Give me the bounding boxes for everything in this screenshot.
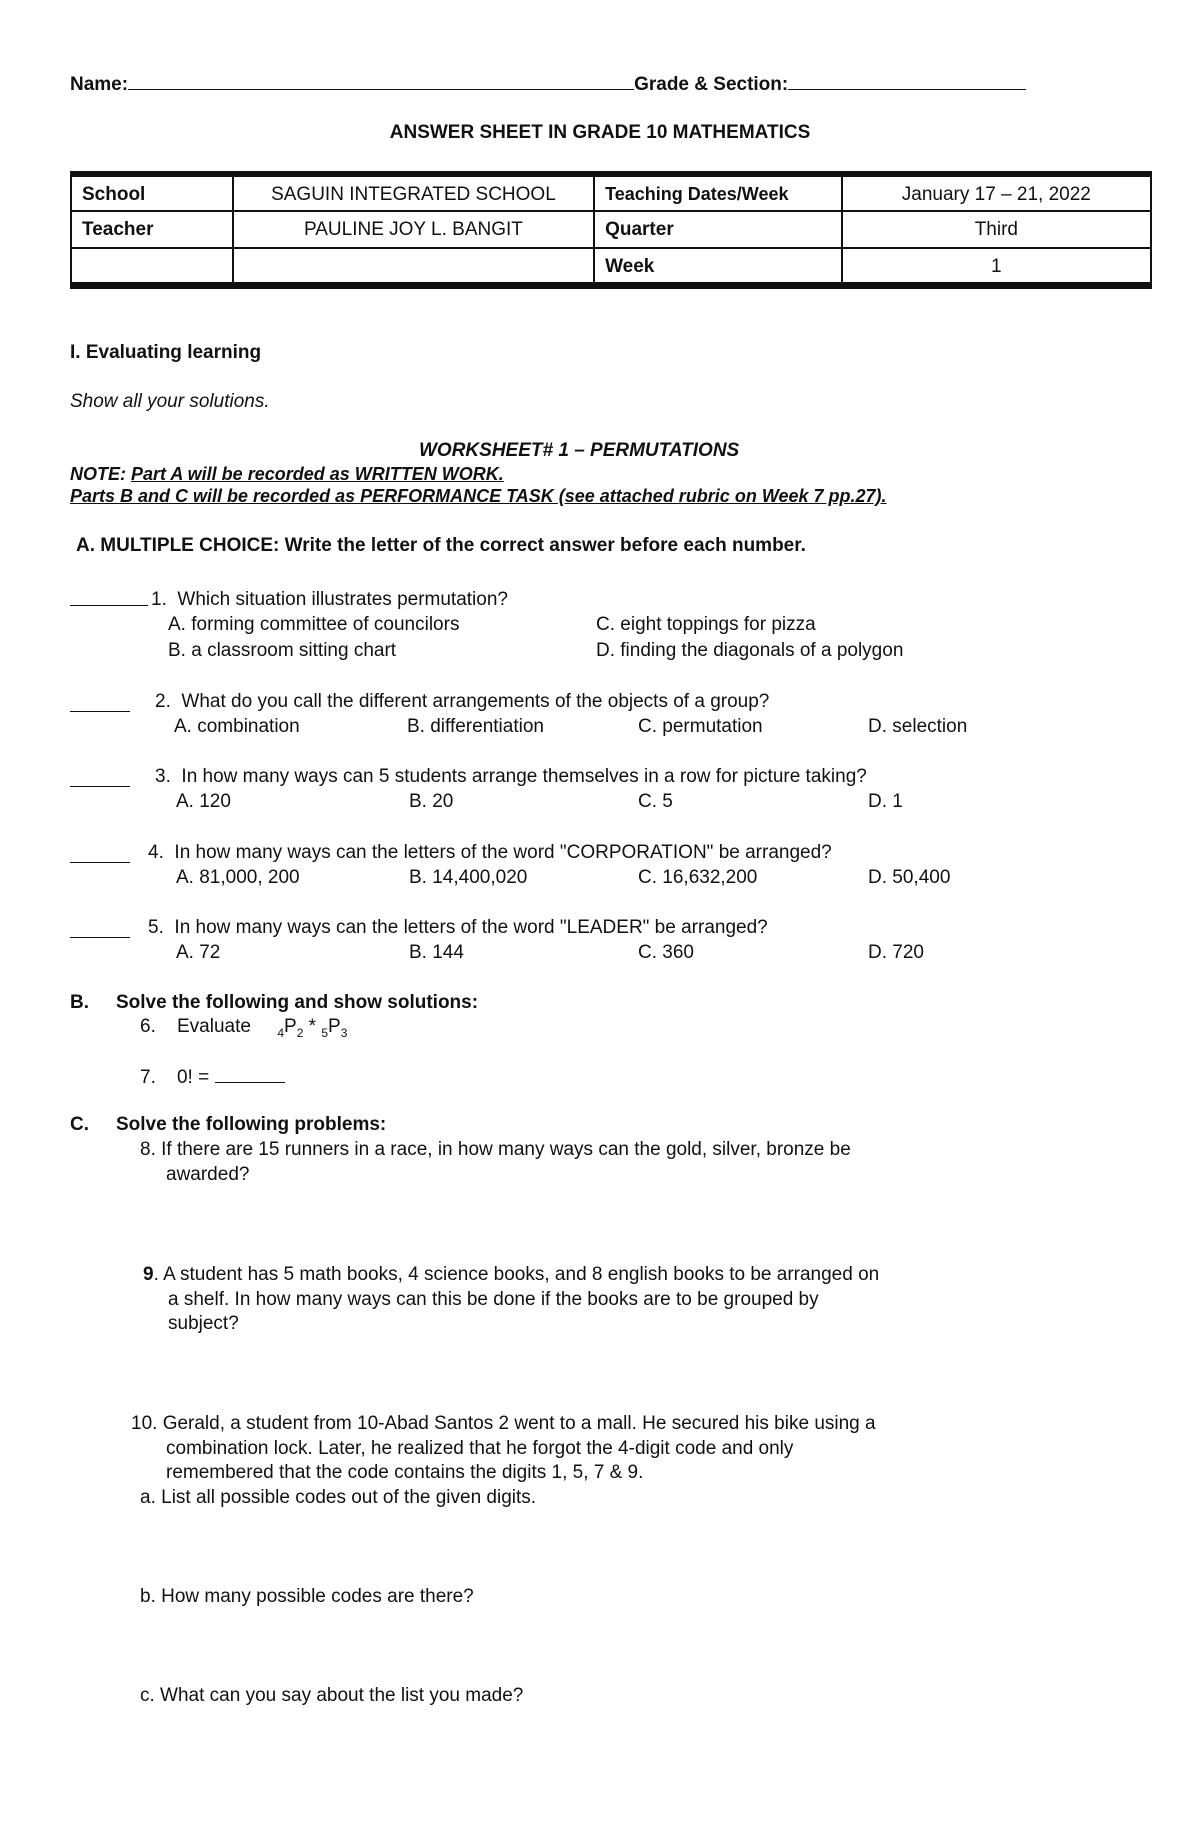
question-9-line-3: subject? bbox=[168, 1313, 239, 1334]
question-7 bbox=[140, 1066, 285, 1089]
info-table bbox=[70, 171, 1152, 289]
perm-n1: 4 bbox=[277, 1025, 285, 1040]
question-number: 2. bbox=[155, 691, 171, 712]
perm-p: P bbox=[284, 1016, 297, 1037]
question-text: Evaluate bbox=[176, 1016, 251, 1037]
info-row-week bbox=[71, 248, 1151, 285]
name-label: Name: bbox=[70, 74, 129, 95]
answer-blank-2[interactable] bbox=[70, 695, 130, 712]
empty-cell bbox=[233, 248, 594, 285]
worksheet-title: WORKSHEET# 1 – PERMUTATIONS bbox=[419, 440, 740, 461]
question-10-line-1: 10. Gerald, a student from 10-Abad Santos 2 went to a mall. He secured his bike using a bbox=[131, 1413, 876, 1434]
part-c-heading: Solve the following problems: bbox=[116, 1114, 387, 1135]
grade-label: Grade & Section: bbox=[634, 74, 789, 95]
question-number: 7. bbox=[140, 1067, 156, 1088]
option-4c[interactable]: C. 16,632,200 bbox=[638, 867, 758, 888]
option-3a[interactable]: A. 120 bbox=[176, 791, 231, 812]
perm-r2: 3 bbox=[340, 1025, 348, 1040]
permutation-expression bbox=[277, 1016, 348, 1040]
option-3d[interactable]: D. 1 bbox=[868, 791, 903, 812]
question-10a: a. List all possible codes out of the given digits. bbox=[140, 1487, 537, 1508]
option-2d[interactable]: D. selection bbox=[868, 716, 968, 737]
dates-label: Teaching Dates/Week bbox=[594, 174, 842, 211]
quarter-label: Quarter bbox=[594, 211, 842, 248]
question-number: 6. bbox=[140, 1016, 156, 1037]
option-3c[interactable]: C. 5 bbox=[638, 791, 673, 812]
question-4 bbox=[148, 842, 832, 864]
option-3b[interactable]: B. 20 bbox=[409, 791, 454, 812]
question-text: In how many ways can 5 students arrange themselves in a row for picture taking? bbox=[181, 766, 867, 787]
note-line-2: Parts B and C will be recorded as PERFORMANCE TASK (see attached rubric on Week 7 pp.27). bbox=[70, 486, 887, 506]
option-1d[interactable]: D. finding the diagonals of a polygon bbox=[596, 640, 904, 661]
question-8-line-1: 8. If there are 15 runners in a race, in how many ways can the gold, silver, bronze be bbox=[140, 1139, 851, 1160]
option-5d[interactable]: D. 720 bbox=[868, 942, 924, 963]
option-5a[interactable]: A. 72 bbox=[176, 942, 221, 963]
question-text: Which situation illustrates permutation? bbox=[177, 589, 508, 610]
option-2a[interactable]: A. combination bbox=[174, 716, 300, 737]
question-1 bbox=[151, 589, 508, 611]
option-1c[interactable]: C. eight toppings for pizza bbox=[596, 614, 816, 635]
option-5b[interactable]: B. 144 bbox=[409, 942, 464, 963]
teacher-label: Teacher bbox=[71, 211, 233, 248]
question-text: In how many ways can the letters of the word "CORPORATION" be arranged? bbox=[174, 842, 832, 863]
option-2b[interactable]: B. differentiation bbox=[407, 716, 544, 737]
info-row-teacher bbox=[71, 211, 1151, 248]
answer-blank-5[interactable] bbox=[70, 921, 130, 938]
perm-r1: 2 bbox=[296, 1025, 304, 1040]
option-4a[interactable]: A. 81,000, 200 bbox=[176, 867, 300, 888]
grade-blank[interactable] bbox=[788, 73, 1026, 90]
question-number: 9 bbox=[143, 1264, 154, 1285]
question-3 bbox=[155, 766, 867, 788]
question-text: . A student has 5 math books, 4 science books, and 8 english books to be arranged on bbox=[153, 1264, 880, 1285]
week-label: Week bbox=[594, 248, 842, 285]
part-c-letter: C. bbox=[70, 1114, 89, 1135]
part-b-letter: B. bbox=[70, 992, 89, 1013]
school-label: School bbox=[71, 174, 233, 211]
question-number: 4. bbox=[148, 842, 164, 863]
answer-blank-4[interactable] bbox=[70, 846, 130, 863]
perm-operator: * bbox=[303, 1016, 322, 1037]
question-5 bbox=[148, 917, 768, 939]
question-text: In how many ways can the letters of the word "LEADER" be arranged? bbox=[174, 917, 768, 938]
option-1b[interactable]: B. a classroom sitting chart bbox=[168, 640, 397, 661]
question-10b: b. How many possible codes are there? bbox=[140, 1586, 474, 1607]
perm-p: P bbox=[328, 1016, 341, 1037]
question-9-line-1 bbox=[143, 1264, 879, 1286]
question-9-line-2: a shelf. In how many ways can this be done if the books are to be grouped by bbox=[168, 1289, 819, 1310]
option-4d[interactable]: D. 50,400 bbox=[868, 867, 951, 888]
question-text: What do you call the different arrangements of the objects of a group? bbox=[181, 691, 770, 712]
answer-blank-3[interactable] bbox=[70, 770, 130, 787]
school-value: SAGUIN INTEGRATED SCHOOL bbox=[233, 174, 594, 211]
name-line bbox=[70, 73, 1026, 96]
note-part-a: Part A will be recorded as WRITTEN WORK. bbox=[131, 464, 504, 484]
question-text: 0! = bbox=[176, 1067, 210, 1088]
question-number: 5. bbox=[148, 917, 164, 938]
week-value: 1 bbox=[842, 248, 1151, 285]
quarter-value: Third bbox=[842, 211, 1151, 248]
answer-blank-7[interactable] bbox=[215, 1066, 285, 1083]
question-10c: c. What can you say about the list you made? bbox=[140, 1685, 524, 1706]
option-1a[interactable]: A. forming committee of councilors bbox=[168, 614, 460, 635]
section-heading: I. Evaluating learning bbox=[70, 342, 262, 363]
info-row-school bbox=[71, 174, 1151, 211]
question-number: 3. bbox=[155, 766, 171, 787]
question-2 bbox=[155, 691, 769, 713]
part-a-heading: A. MULTIPLE CHOICE: Write the letter of the correct answer before each number. bbox=[76, 535, 806, 556]
dates-value: January 17 – 21, 2022 bbox=[842, 174, 1151, 211]
note-line-1 bbox=[70, 464, 504, 485]
instruction-text: Show all your solutions. bbox=[70, 391, 270, 412]
question-10-line-2: combination lock. Later, he realized that he forgot the 4-digit code and only bbox=[166, 1438, 794, 1459]
option-2c[interactable]: C. permutation bbox=[638, 716, 763, 737]
part-b-heading: Solve the following and show solutions: bbox=[116, 992, 479, 1013]
question-6 bbox=[140, 1016, 347, 1040]
teacher-value: PAULINE JOY L. BANGIT bbox=[233, 211, 594, 248]
empty-cell bbox=[71, 248, 233, 285]
option-4b[interactable]: B. 14,400,020 bbox=[409, 867, 528, 888]
answer-blank-1[interactable] bbox=[70, 589, 148, 606]
name-blank[interactable] bbox=[128, 73, 634, 90]
option-5c[interactable]: C. 360 bbox=[638, 942, 694, 963]
question-8-line-2: awarded? bbox=[166, 1164, 250, 1185]
note-prefix: NOTE: bbox=[70, 464, 131, 484]
question-10-line-3: remembered that the code contains the digits 1, 5, 7 & 9. bbox=[166, 1462, 644, 1483]
question-number: 1. bbox=[151, 589, 167, 610]
perm-n2: 5 bbox=[321, 1025, 329, 1040]
page-title: ANSWER SHEET IN GRADE 10 MATHEMATICS bbox=[389, 122, 811, 143]
